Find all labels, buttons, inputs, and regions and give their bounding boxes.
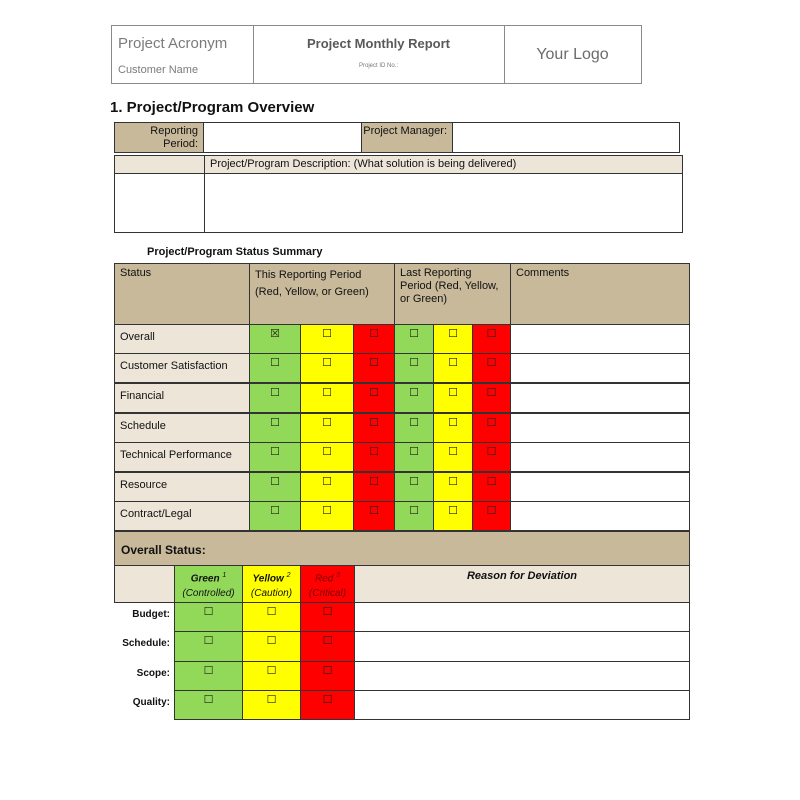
description-left-cell (114, 173, 205, 233)
this-period-cell (249, 413, 301, 443)
checkbox-icon[interactable]: ☐ (203, 665, 214, 677)
overall-status-cell (174, 690, 243, 720)
checkbox-icon[interactable]: ☐ (448, 505, 458, 517)
section-title-overview: 1. Project/Program Overview (110, 99, 315, 116)
reason-field[interactable] (354, 631, 690, 662)
checkbox-icon[interactable]: ☐ (486, 417, 497, 429)
checkbox-icon[interactable]: ☐ (322, 417, 332, 429)
last-period-cell (433, 413, 473, 443)
logo-placeholder[interactable]: Your Logo (536, 46, 609, 63)
overall-status-cell (242, 602, 301, 632)
header-logo-cell (504, 26, 641, 83)
comments-field[interactable] (510, 324, 690, 354)
checkbox-icon[interactable]: ☐ (409, 476, 419, 488)
last-period-cell (433, 383, 473, 413)
last-period-cell (394, 353, 434, 383)
description-label: Project/Program Description: (What solution is being delivered) (204, 155, 683, 174)
last-period-cell (472, 442, 511, 472)
this-period-cell (300, 442, 354, 472)
report-header (111, 25, 642, 84)
overall-status-cell (242, 631, 301, 662)
checkbox-icon[interactable]: ☐ (448, 387, 458, 399)
checkbox-icon[interactable]: ☐ (322, 505, 332, 517)
green-footnote: 1 (222, 572, 227, 579)
overall-status-cell (300, 661, 355, 691)
status-row-label: Technical Performance (114, 442, 250, 472)
checkbox-icon[interactable]: ☐ (270, 357, 280, 369)
overall-status-cell (300, 631, 355, 662)
this-period-cell (353, 383, 395, 413)
checkbox-icon[interactable]: ☐ (409, 357, 419, 369)
green-sublabel: (Controlled) (182, 588, 235, 600)
checkbox-icon[interactable]: ☐ (486, 328, 497, 340)
overall-status-header: Overall Status: (114, 531, 690, 566)
this-period-cell (300, 324, 354, 354)
checkbox-icon[interactable]: ☐ (369, 417, 379, 429)
red-footnote: 3 (336, 572, 341, 579)
last-period-cell (472, 413, 511, 443)
this-period-cell (249, 501, 301, 531)
this-period-cell (353, 324, 395, 354)
checkbox-icon[interactable]: ☐ (322, 446, 332, 458)
red-header (300, 565, 355, 603)
checkbox-icon[interactable]: ☐ (409, 417, 419, 429)
col-comments-header: Comments (510, 263, 690, 325)
checkbox-icon[interactable]: ☐ (266, 665, 277, 677)
checkbox-icon[interactable]: ☐ (203, 635, 214, 647)
this-period-cell (249, 353, 301, 383)
project-id-label[interactable]: Project ID No.: (358, 63, 398, 69)
this-period-cell (300, 383, 354, 413)
overall-status-cell (174, 661, 243, 691)
reporting-period-label: Reporting Period: (114, 122, 204, 153)
last-period-cell (433, 501, 473, 531)
checkbox-icon[interactable]: ☐ (369, 387, 379, 399)
last-period-cell (394, 413, 434, 443)
checkbox-icon[interactable]: ☐ (409, 446, 419, 458)
checkbox-icon[interactable]: ☐ (322, 357, 332, 369)
col-last-period-header: Last Reporting Period (Red, Yellow, or Green) (394, 263, 511, 325)
red-label: Red (314, 573, 334, 585)
this-period-cell (249, 442, 301, 472)
checkbox-icon[interactable]: ☐ (322, 665, 333, 677)
this-period-cell (300, 353, 354, 383)
checkbox-icon[interactable]: ☐ (448, 328, 458, 340)
overall-row-label: Scope: (136, 668, 170, 679)
status-row-label: Customer Satisfaction (114, 353, 250, 383)
checkbox-icon[interactable]: ☐ (270, 476, 280, 488)
this-period-cell (300, 501, 354, 531)
last-period-cell (394, 383, 434, 413)
last-period-cell (394, 442, 434, 472)
header-project-cell (112, 26, 254, 83)
status-summary-title: Project/Program Status Summary (147, 246, 323, 258)
this-period-cell (249, 472, 301, 502)
checkbox-icon[interactable]: ☐ (369, 505, 379, 517)
checkbox-icon[interactable]: ☐ (322, 476, 332, 488)
checkbox-icon[interactable]: ☐ (448, 446, 458, 458)
header-title-cell (253, 26, 505, 83)
this-period-cell (353, 472, 395, 502)
customer-name[interactable]: Customer Name (118, 64, 199, 76)
checkbox-icon[interactable]: ☐ (266, 606, 277, 618)
yellow-sublabel: (Caution) (250, 588, 293, 600)
reason-field[interactable] (354, 661, 690, 691)
red-sublabel: (Critical) (308, 588, 347, 600)
checkbox-icon[interactable]: ☐ (409, 387, 419, 399)
overall-status-cell (300, 690, 355, 720)
checkbox-icon[interactable]: ☐ (369, 476, 379, 488)
checkbox-icon[interactable]: ☐ (322, 328, 332, 340)
this-period-cell (249, 324, 301, 354)
last-period-cell (472, 383, 511, 413)
last-period-cell (394, 324, 434, 354)
checkbox-icon[interactable]: ☐ (448, 417, 458, 429)
last-period-cell (433, 353, 473, 383)
checkbox-icon[interactable]: ☐ (448, 357, 458, 369)
overall-status-cell (174, 602, 243, 632)
reason-header: Reason for Deviation (354, 565, 690, 603)
checkbox-icon[interactable]: ☐ (322, 694, 333, 706)
checkbox-icon[interactable]: ☐ (270, 417, 280, 429)
checkbox-icon[interactable]: ☐ (409, 328, 419, 340)
overall-row-label: Schedule: (122, 638, 170, 649)
reason-field[interactable] (354, 602, 690, 632)
overall-row-label: Budget: (132, 609, 170, 620)
checkbox-icon[interactable]: ☐ (270, 505, 280, 517)
checkbox-icon[interactable]: ☐ (369, 328, 379, 340)
this-period-cell (249, 383, 301, 413)
checkbox-icon[interactable]: ☐ (266, 635, 277, 647)
comments-field[interactable] (510, 413, 690, 443)
comments-field[interactable] (510, 353, 690, 383)
last-period-cell (433, 472, 473, 502)
reason-field[interactable] (354, 690, 690, 720)
status-row-label: Financial (114, 383, 250, 413)
checkbox-icon[interactable]: ☐ (369, 357, 379, 369)
description-field[interactable] (204, 173, 683, 233)
this-period-cell (353, 413, 395, 443)
checkbox-icon[interactable]: ☐ (266, 694, 277, 706)
overall-status-cell (174, 631, 243, 662)
col-this-period-header: This Reporting Period (Red, Yellow, or Green) (249, 263, 395, 325)
checkbox-icon[interactable]: ☐ (270, 446, 280, 458)
comments-field[interactable] (510, 472, 690, 502)
yellow-label: Yellow (252, 573, 284, 585)
status-row-label: Overall (114, 324, 250, 354)
checkbox-checked-icon[interactable]: ☒ (270, 328, 280, 340)
reporting-period-field[interactable] (203, 122, 362, 153)
last-period-cell (472, 324, 511, 354)
last-period-cell (394, 501, 434, 531)
checkbox-icon[interactable]: ☐ (322, 635, 333, 647)
last-period-cell (433, 442, 473, 472)
comments-field[interactable] (510, 383, 690, 413)
overall-status-cell (242, 690, 301, 720)
comments-field[interactable] (510, 442, 690, 472)
checkbox-icon[interactable]: ☐ (486, 505, 497, 517)
project-manager-label: Project Manager: (361, 122, 453, 153)
last-period-cell (472, 472, 511, 502)
report-title: Project Monthly Report (306, 36, 450, 51)
checkbox-icon[interactable]: ☐ (486, 446, 497, 458)
last-period-cell (472, 353, 511, 383)
overall-status-cell (300, 602, 355, 632)
col-status-header: Status (114, 263, 250, 325)
this-period-cell (353, 501, 395, 531)
green-label: Green (190, 573, 220, 585)
yellow-footnote: 2 (286, 572, 291, 579)
project-manager-field[interactable] (452, 122, 680, 153)
checkbox-icon[interactable]: ☐ (322, 606, 333, 618)
status-row-label: Contract/Legal (114, 501, 250, 531)
checkbox-icon[interactable]: ☐ (203, 694, 214, 706)
yellow-header (242, 565, 301, 603)
checkbox-icon[interactable]: ☐ (486, 476, 497, 488)
status-row-label: Schedule (114, 413, 250, 443)
checkbox-icon[interactable]: ☐ (322, 387, 332, 399)
this-period-cell (300, 413, 354, 443)
overall-spacer-cell (114, 565, 175, 603)
this-period-cell (353, 353, 395, 383)
this-period-cell (353, 442, 395, 472)
status-row-label: Resource (114, 472, 250, 502)
last-period-cell (433, 324, 473, 354)
this-period-cell (300, 472, 354, 502)
green-header (174, 565, 243, 603)
project-acronym[interactable]: Project Acronym (118, 35, 228, 52)
overall-status-cell (242, 661, 301, 691)
checkbox-icon[interactable]: ☐ (448, 476, 458, 488)
checkbox-icon[interactable]: ☐ (369, 446, 379, 458)
description-spacer-cell (114, 155, 205, 174)
checkbox-icon[interactable]: ☐ (270, 387, 280, 399)
checkbox-icon[interactable]: ☐ (203, 606, 214, 618)
checkbox-icon[interactable]: ☐ (409, 505, 419, 517)
comments-field[interactable] (510, 501, 690, 531)
last-period-cell (394, 472, 434, 502)
last-period-cell (472, 501, 511, 531)
checkbox-icon[interactable]: ☐ (486, 387, 497, 399)
overall-row-label: Quality: (132, 697, 170, 708)
checkbox-icon[interactable]: ☐ (486, 357, 497, 369)
